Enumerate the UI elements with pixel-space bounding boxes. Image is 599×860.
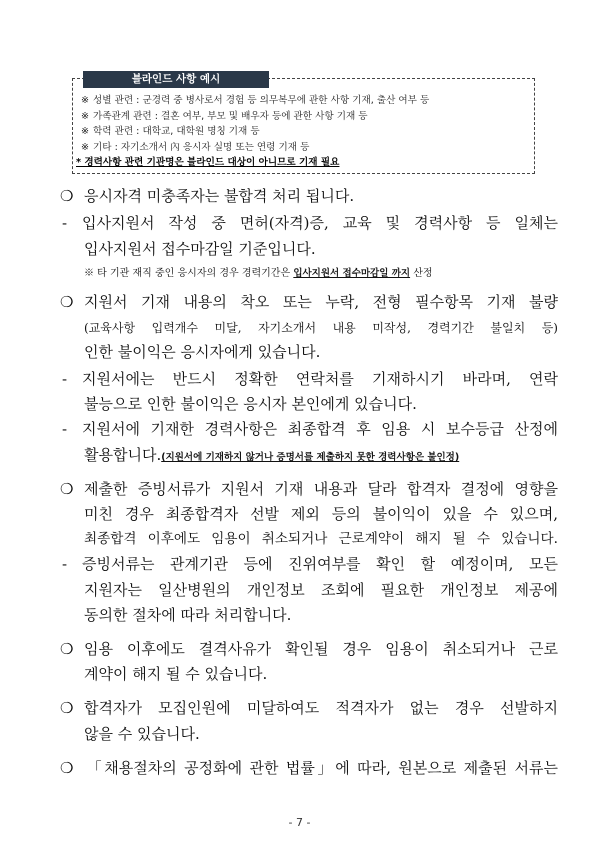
circle-bullet-icon: ❍ <box>60 759 74 777</box>
s2-line-6: - 지원서에 기재한 경력사항은 최종합격 후 임용 시 보수등급 산정에 <box>62 420 558 438</box>
s3-line-6: 동의한 절차에 따라 처리합니다. <box>84 606 292 624</box>
blind-box-title: 블라인드 사항 예시 <box>83 71 269 88</box>
s1-line-2: - 입사지원서 작성 중 면허(자격)증, 교육 및 경력사항 등 일체는 <box>62 214 558 232</box>
blind-item: ※ 성별 관련 : 군경력 중 병사로서 경험 등 의무복무에 관한 사항 기재, 출산 여부 등 <box>81 95 430 106</box>
circle-bullet-icon: ❍ <box>60 293 74 311</box>
unrecognized-career-note: (지원서에 기재하지 않거나 증명서를 제출하지 못한 경력사항은 불인정) <box>161 452 460 463</box>
dash-icon: - <box>62 370 68 388</box>
blind-item: ※ 학력 관련 : 대학교, 대학원 명칭 기재 등 <box>81 126 260 138</box>
dash-icon: - <box>62 420 68 438</box>
dash-icon: - <box>62 555 68 573</box>
s1-note: ※ 타 기관 재직 중인 응시자의 경우 경력기간은 입사지원서 접수마감일 까지 산정 <box>84 268 433 279</box>
blind-item: ※ 가족관계 관련 : 결혼 여부, 부모 및 배우자 등에 관한 사항 기재 등 <box>81 110 368 122</box>
circle-bullet-icon: ❍ <box>60 640 74 658</box>
s5-line-2: 않을 수 있습니다. <box>84 725 200 743</box>
s4-line-2: 계약이 해지 될 수 있습니다. <box>84 665 268 683</box>
s2-line-2: (교육사항 입력개수 미달, 자기소개서 내용 미작성, 경력기간 불일치 등) <box>84 321 558 335</box>
dash-icon: - <box>62 214 68 232</box>
s6-line-1: ❍ 「채용절차의 공정화에 관한 법률」에 따라, 원본으로 제출된 서류는 <box>60 759 558 777</box>
s3-line-3: 최종합격 이후에도 임용이 취소되거나 근로계약이 해지 될 수 있습니다. <box>84 531 558 547</box>
circle-bullet-icon: ❍ <box>60 480 74 498</box>
s2-line-4: - 지원서에는 반드시 정확한 연락처를 기재하시기 바라며, 연락 <box>62 370 558 388</box>
blind-item: ※ 기타 : 자기소개서 內 응시자 실명 또는 연령 기재 등 <box>81 141 310 153</box>
circle-bullet-icon: ❍ <box>60 699 74 717</box>
s3-line-4: - 증빙서류는 관계기관 등에 진위여부를 확인 할 예정이며, 모든 <box>62 555 558 573</box>
s2-line-5: 불능으로 인한 불이익은 응시자 본인에게 있습니다. <box>84 395 417 413</box>
s2-line-3: 인한 불이익은 응시자에게 있습니다. <box>84 343 321 361</box>
s4-line-1: ❍ 임용 이후에도 결격사유가 확인될 경우 임용이 취소되거나 근로 <box>60 640 558 658</box>
blind-example-box <box>72 73 535 174</box>
s1-line-3: 입사지원서 접수마감일 기준입니다. <box>84 240 316 258</box>
s2-line-1: ❍ 지원서 기재 내용의 착오 또는 누락, 전형 필수항목 기재 불량 <box>60 293 558 311</box>
page-number: - 7 - <box>288 816 311 829</box>
s5-line-1: ❍ 합격자가 모집인원에 미달하여도 적격자가 없는 경우 선발하지 <box>60 699 558 717</box>
s1-line-1: ❍ 응시자격 미충족자는 불합격 처리 됩니다. <box>60 187 355 205</box>
circle-bullet-icon: ❍ <box>60 187 74 205</box>
s3-line-1: ❍ 제출한 증빙서류가 지원서 기재 내용과 달라 합격자 결정에 영향을 <box>60 480 558 498</box>
blind-box-note: * 경력사항 관련 기관명은 블라인드 대상이 아니므로 기재 필요 <box>76 157 340 169</box>
s3-line-2: 미친 경우 최종합격자 선발 제외 등의 불이익이 있을 수 있으며, <box>84 505 558 523</box>
s3-line-5: 지원자는 일산병원의 개인정보 조회에 필요한 개인정보 제공에 <box>84 581 558 599</box>
s2-line-7: 활용합니다.(지원서에 기재하지 않거나 증명서를 제출하지 못한 경력사항은 불인정) <box>84 446 460 464</box>
